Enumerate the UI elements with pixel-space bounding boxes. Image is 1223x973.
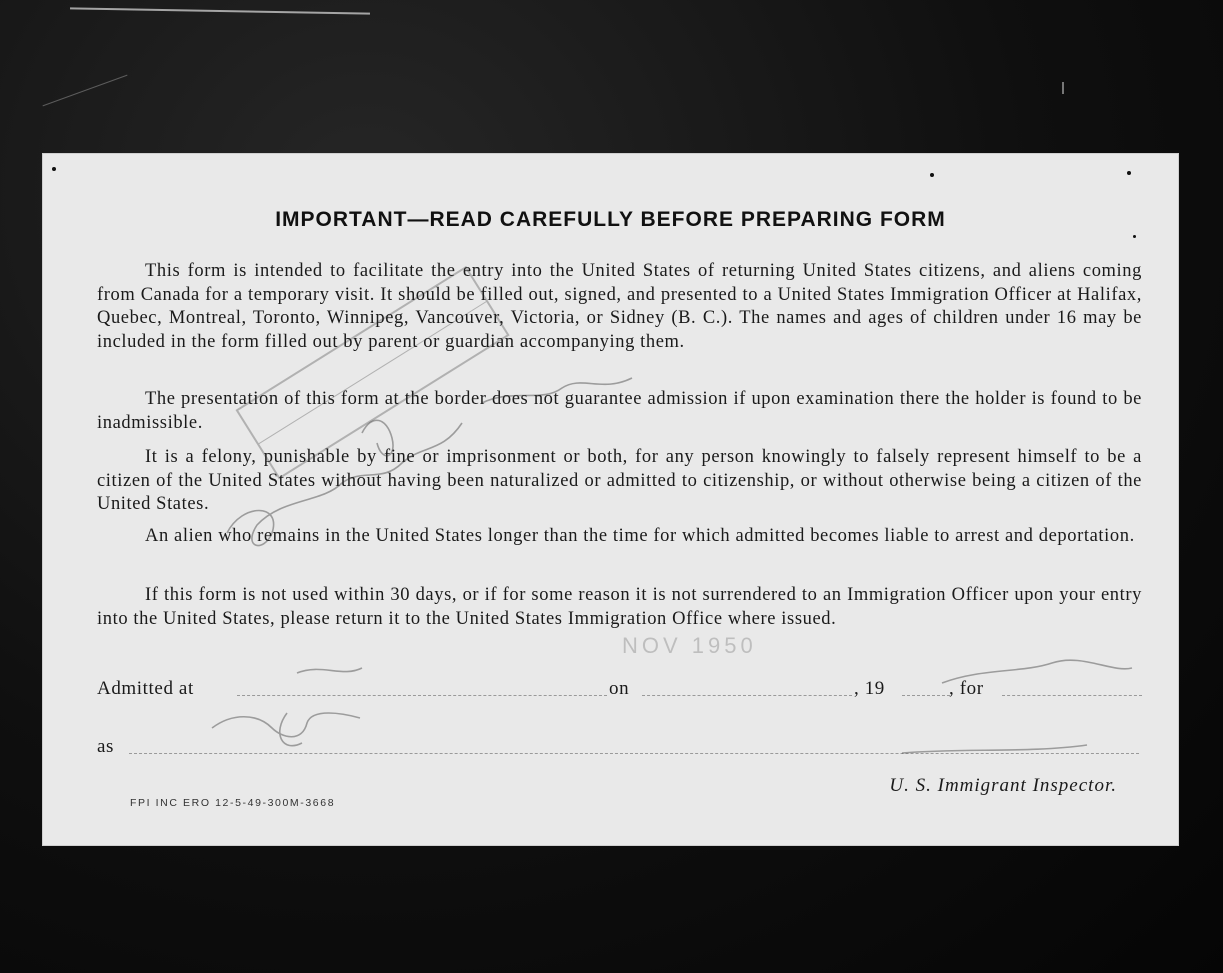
admitted-at-line <box>237 695 607 696</box>
paragraph-return: If this form is not used within 30 days, or if for some reason it is not surrendered to an Immigration Officer upon your entry into the United States, please return it to the United States Immigration Office where issued. <box>97 585 1142 629</box>
paragraph-felony: It is a felony, punishable by fine or imprisonment or both, for any person knowingly to falsely represent himself to be a citizen of the United States without having been naturalized or admitted to citizenship, or without otherwise being a citizen of the United States. <box>97 447 1142 514</box>
for-label: , for <box>949 678 984 699</box>
inspector-signature-label: U. S. Immigrant Inspector. <box>889 775 1117 796</box>
as-label: as <box>97 736 115 757</box>
print-speck <box>52 167 56 171</box>
year-label: , 19 <box>854 678 885 699</box>
for-line <box>1002 695 1142 696</box>
paragraph-presentation: The presentation of this form at the border does not guarantee admission if upon examination there the holder is found to be inadmissible. <box>97 389 1142 433</box>
as-line <box>129 753 1139 754</box>
stamp-date-text: NOV 1950 <box>622 633 757 658</box>
immigration-form-card <box>42 153 1179 846</box>
date-line <box>642 695 852 696</box>
paragraph-alien: An alien who remains in the United States longer than the time for which admitted becomes liable to arrest and deportation. <box>145 526 1135 546</box>
admitted-at-label: Admitted at <box>97 678 194 699</box>
print-speck <box>1133 235 1136 238</box>
print-code: FPI INC ERO 12-5-49-300M-3668 <box>130 797 336 809</box>
scan-scratch <box>1062 82 1064 94</box>
print-speck <box>1127 171 1131 175</box>
year-line <box>902 695 950 696</box>
paragraph-purpose: This form is intended to facilitate the entry into the United States of returning United States citizens, and aliens coming from Canada for a temporary visit. It should be filled out, signed, and presented to a United States Immigration Officer at Halifax, Quebec, Montreal, Toronto, Winnipeg, Vancouver, Victoria, or Sidney (B. C.). The names and ages of children under 16 may be included in the form filled out by parent or guardian accompanying them. <box>97 261 1142 352</box>
on-label: on <box>609 678 630 699</box>
print-speck <box>930 173 934 177</box>
form-heading: IMPORTANT—READ CAREFULLY BEFORE PREPARING FORM <box>275 208 946 231</box>
